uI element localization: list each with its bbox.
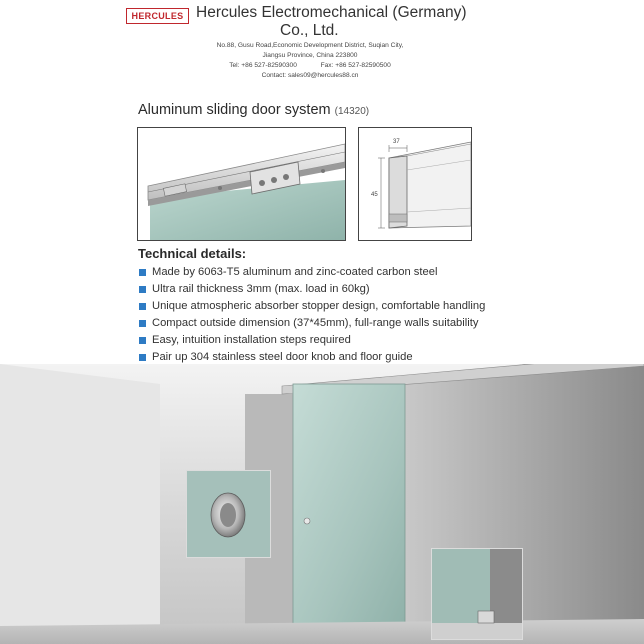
phone-fax-line [160, 61, 460, 71]
hercules-logo [126, 8, 189, 24]
rail-profile-diagram [358, 127, 472, 241]
fax: Fax: +86 527-82590500 [320, 62, 391, 69]
knob-closeup-drawing [187, 471, 270, 557]
logo-text: HERCULES [131, 11, 184, 21]
company-name-suffix: Co., Ltd. [280, 22, 339, 39]
dimension-width-label: 37 [393, 139, 400, 145]
dimension-height-label: 45 [371, 192, 378, 198]
company-name: Hercules Electromechanical (Germany) [196, 4, 467, 21]
floor-guide-drawing [432, 549, 522, 639]
technical-item: Easy, intuition installation steps required [138, 332, 485, 349]
address-line-1: No.88, Gusu Road,Economic Development District, Suqian City, [216, 42, 404, 49]
product-name: Aluminum sliding door system [138, 102, 331, 118]
technical-item: Compact outside dimension (37*45mm), full-range walls suitability [138, 315, 485, 332]
floor-guide-inset [431, 548, 523, 640]
technical-details-heading: Technical details: [138, 246, 247, 261]
company-address [160, 41, 460, 81]
door-knob [304, 518, 310, 524]
glass-door [293, 384, 405, 629]
technical-item: Made by 6063-T5 aluminum and zinc-coated carbon steel [138, 264, 485, 281]
address-line-2: Jiangsu Province, China 223800 [262, 52, 358, 59]
technical-details-list [138, 264, 485, 366]
rail-perspective-diagram [137, 127, 346, 241]
room-scene-photo [0, 364, 644, 644]
contact-email: Contact: sales09@hercules88.cn [261, 72, 359, 79]
technical-item: Ultra rail thickness 3mm (max. load in 60kg) [138, 281, 485, 298]
technical-item: Unique atmospheric absorber stopper design, comfortable handling [138, 298, 485, 315]
rail-perspective-drawing [138, 128, 345, 240]
product-code: (14320) [334, 106, 370, 117]
tel: Tel: +86 527-82590300 [229, 62, 297, 69]
knob-closeup-inset [186, 470, 271, 558]
floor-guide-icon [478, 611, 494, 623]
product-title [138, 102, 369, 118]
rail-profile-drawing [359, 128, 471, 240]
technical-item: Pair up 304 stainless steel door knob and floor guide [138, 349, 485, 366]
